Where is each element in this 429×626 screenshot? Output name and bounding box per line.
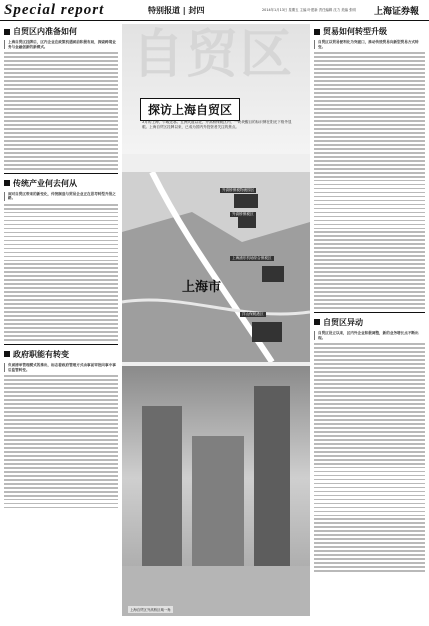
map-label: 上海浦东机场综合保税区 (232, 256, 272, 260)
article-body (4, 204, 118, 341)
watermark-title: 自贸区 (132, 25, 295, 85)
article (314, 312, 425, 572)
article-title: 自贸区内准备如何 (4, 26, 118, 37)
newspaper-name: 上海证券報 (374, 7, 420, 17)
left-column (4, 24, 118, 511)
right-column (314, 24, 425, 574)
feature-title: 探访上海自贸区 (140, 98, 240, 121)
section-label: 特别报道 | 封四 (148, 6, 205, 15)
article (4, 344, 118, 508)
article (4, 173, 118, 341)
map-label: 外高桥保税物流园区 (222, 188, 255, 192)
square-bullet-icon (314, 319, 320, 325)
article-deck: 上海自贸区挂牌后，区内企业在政策机遇面前积极布局，探索跨境业务与金融创新的新模式。 (4, 40, 118, 49)
article-body (314, 343, 425, 572)
article-body (314, 52, 425, 309)
photo-caption: 上海自贸区外高桥区域一角 (130, 608, 171, 612)
feature-lead: 3月的上海，乍暖还寒。五洲大道以北，外高桥保税区内，一块块醒目的标识牌在阳光下格外显眼。上海自贸区挂牌以来，已成为国内外投资者关注的焦点。 (142, 120, 292, 129)
street-photo (122, 366, 310, 616)
article (4, 26, 118, 170)
article (314, 26, 425, 309)
map-graphic (122, 172, 310, 362)
article-deck: 自贸区以贸易便利化为突破口，推动传统贸易向新型贸易方式转变。 (314, 40, 425, 49)
date-line: 2014年1月13日 星期五 主编 叶建新 责任编辑 沈力 美编 张明 (262, 8, 356, 12)
article-deck: 自贸区设立以来，区内外企业积极调整，新的业务增长点不断出现。 (314, 331, 425, 340)
feature-hero (122, 24, 310, 616)
article-title: 贸易如何转型升级 (314, 26, 425, 37)
zone-map (122, 172, 310, 362)
article-body (4, 52, 118, 169)
square-bullet-icon (314, 29, 320, 35)
article-title: 传统产业何去何从 (4, 178, 118, 189)
map-label: 外高桥保税区 (232, 212, 254, 216)
square-bullet-icon (4, 180, 10, 186)
map-label: 洋山保税港区 (242, 312, 264, 316)
square-bullet-icon (4, 29, 10, 35)
article-body (4, 375, 118, 508)
square-bullet-icon (4, 351, 10, 357)
special-report-logo: Special report (4, 2, 105, 18)
page-header (0, 0, 429, 21)
article-title: 政府职能有转变 (4, 349, 118, 360)
article-deck: 面对自贸区带来的新变化，传统制造与贸易企业正在思考转型升级之路。 (4, 192, 118, 201)
article-title: 自贸区异动 (314, 317, 425, 328)
article-deck: 负面清单管理模式的推出，标志着政府管理方式由事前审批向事中事后监管转变。 (4, 363, 118, 372)
map-city-label: 上海市 (182, 280, 222, 295)
